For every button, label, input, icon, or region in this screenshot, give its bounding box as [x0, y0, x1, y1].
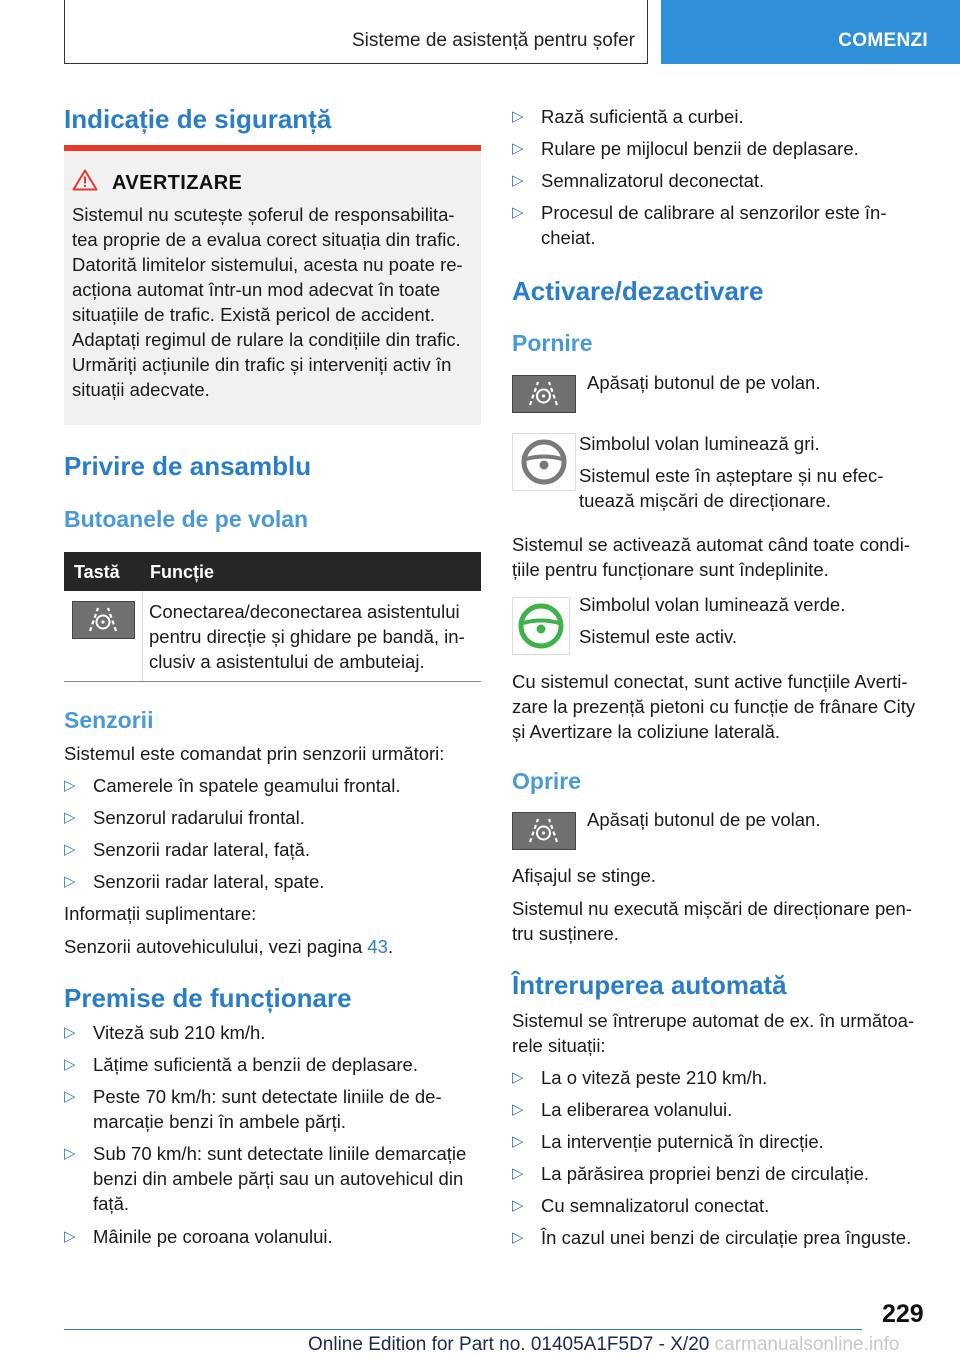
- steering-wheel-green-icon: [512, 597, 570, 655]
- text-line: rele situații:: [512, 1035, 606, 1056]
- green-symbol-text: Simbolul volan luminează verde.: [579, 594, 846, 615]
- header-tab-comenzi[interactable]: [661, 0, 960, 64]
- activation-heading: Activare/dezactivare: [512, 276, 764, 306]
- standby-text: [579, 463, 929, 513]
- table-header: [64, 552, 481, 591]
- safety-heading: Indicație de siguranță: [64, 104, 332, 134]
- list-item-text: cheiat.: [541, 227, 596, 248]
- text-line: și Avertizare la coliziune laterală.: [512, 721, 781, 742]
- warning-text: [72, 202, 476, 402]
- list-item: [64, 869, 481, 894]
- list-item: [64, 1052, 481, 1077]
- bullet-triangle-icon: ▷: [512, 1165, 524, 1182]
- list-item-text: Senzorii radar lateral, spate.: [93, 871, 325, 892]
- list-item-text: benzi din ambele părți sau un autovehicul din: [93, 1168, 464, 1189]
- bullet-triangle-icon: ▷: [512, 204, 524, 221]
- warning-line: Adaptați regimul de rulare la condițiile din trafic.: [72, 329, 461, 350]
- reference-end: .: [387, 936, 394, 957]
- sensors-intro: Sistemul este comandat prin senzorii următori:: [64, 743, 445, 764]
- list-item-text: Procesul de calibrare al senzorilor este în-: [541, 202, 887, 223]
- list-item: [512, 168, 926, 193]
- no-steering-text: [512, 896, 930, 946]
- interrupt-intro: [512, 1008, 930, 1058]
- bullet-triangle-icon: ▷: [64, 1145, 76, 1162]
- list-item: [512, 1193, 926, 1218]
- list-item-text: Peste 70 km/h: sunt detectate liniile de de-: [93, 1086, 442, 1107]
- bullet-triangle-icon: ▷: [512, 1133, 524, 1150]
- list-item-text: Cu semnalizatorul conectat.: [541, 1195, 770, 1216]
- bullet-triangle-icon: ▷: [512, 1069, 524, 1086]
- list-item-text: Senzorul radarului frontal.: [93, 807, 305, 828]
- list-item: [512, 104, 926, 129]
- bullet-triangle-icon: ▷: [64, 1228, 76, 1245]
- list-item: [64, 1141, 484, 1216]
- text-line: țiile pentru funcționare sunt îndeplinite.: [512, 559, 829, 580]
- list-item-text: față.: [93, 1193, 129, 1214]
- connected-functions-text: [512, 669, 930, 744]
- warning-line: tea proprie de a evalua corect situația din trafic.: [72, 229, 461, 250]
- table-col-key: Tastă: [74, 562, 120, 582]
- bullet-triangle-icon: ▷: [64, 809, 76, 826]
- auto-activation-text: [512, 532, 928, 582]
- lane-assist-button-start[interactable]: [512, 375, 576, 413]
- table-column-divider: [142, 591, 143, 681]
- table-cell-line: Conectarea/deconectarea asistentului: [149, 601, 460, 622]
- bullet-triangle-icon: ▷: [64, 873, 76, 890]
- text-line: Sistemul se întrerupe automat de ex. în următoa-: [512, 1010, 915, 1031]
- text-line: Sistemul nu execută mișcări de direcționare pen-: [512, 898, 912, 919]
- list-item: [64, 773, 481, 798]
- start-heading: Pornire: [512, 330, 593, 356]
- text-line: tru susținere.: [512, 923, 619, 944]
- warning-line: acționa automat într-un mod adecvat în toate: [72, 279, 441, 300]
- lane-assist-icon: [73, 602, 133, 637]
- text-line: Sistemul este în așteptare și nu efec-: [579, 465, 884, 486]
- warning-line: situațiile de trafic. Există pericol de accident.: [72, 304, 435, 325]
- list-item-text: Semnalizatorul deconectat.: [541, 170, 765, 191]
- lane-assist-button[interactable]: [72, 601, 135, 639]
- bullet-triangle-icon: ▷: [64, 1056, 76, 1073]
- display-off-text: Afișajul se stinge.: [512, 865, 656, 886]
- list-item: [64, 1020, 481, 1045]
- overview-subheading: Butoanele de pe volan: [64, 506, 309, 532]
- footer-rule: [64, 1329, 862, 1330]
- warning-line: Sistemul nu scutește șoferul de responsabilita-: [72, 204, 455, 225]
- sensors-heading: Senzorii: [64, 707, 154, 733]
- list-item-text: marcație benzi în ambele părți.: [93, 1111, 346, 1132]
- bullet-triangle-icon: ▷: [64, 1088, 76, 1105]
- watermark-text: carmanualsonline.info: [714, 1334, 900, 1355]
- steering-wheel-gray-icon: [512, 433, 576, 491]
- bullet-triangle-icon: ▷: [512, 140, 524, 157]
- list-item: [512, 1065, 926, 1090]
- list-item-text: Lățime suficientă a benzii de deplasare.: [93, 1054, 418, 1075]
- list-item: [512, 136, 926, 161]
- lane-assist-icon: [513, 376, 574, 411]
- page-number: 229: [882, 1300, 924, 1328]
- bullet-triangle-icon: ▷: [512, 172, 524, 189]
- overview-heading: Privire de ansamblu: [64, 451, 312, 481]
- text-line: tuează mișcări de direcționare.: [579, 490, 831, 511]
- list-item-text: În cazul unei benzi de circulație prea înguste.: [541, 1227, 912, 1248]
- list-item: [64, 1084, 481, 1134]
- list-item-text: Mâinile pe coroana volanului.: [93, 1226, 333, 1247]
- warning-line: Urmăriți acțiunile din trafic și interveniți activ în: [72, 354, 452, 375]
- list-item: [64, 837, 481, 862]
- list-item-text: Sub 70 km/h: sunt detectate liniile demarcație: [93, 1143, 467, 1164]
- list-item-text: Camerele în spatele geamului frontal.: [93, 775, 401, 796]
- sensors-reference: [64, 934, 393, 959]
- stop-heading: Oprire: [512, 768, 582, 794]
- interrupt-heading: Întreruperea automată: [512, 970, 787, 1000]
- list-item-text: Senzorii radar lateral, față.: [93, 839, 310, 860]
- sensors-more-info: Informații suplimentare:: [64, 903, 257, 924]
- list-item-text: Rază suficientă a curbei.: [541, 106, 744, 127]
- header-box: [64, 0, 648, 64]
- edition-text: Online Edition for Part no. 01405A1F5D7 - X/20: [308, 1334, 710, 1355]
- bullet-triangle-icon: ▷: [512, 108, 524, 125]
- table-function-text: [149, 599, 479, 674]
- list-item-text: La intervenție puternică în direcție.: [541, 1131, 824, 1152]
- list-item-text: Rulare pe mijlocul benzii de deplasare.: [541, 138, 859, 159]
- table-cell-line: pentru direcție și ghidare pe bandă, in-: [149, 626, 465, 647]
- list-item-text: La eliberarea volanului.: [541, 1099, 733, 1120]
- warning-title: AVERTIZARE: [112, 172, 243, 194]
- list-item: [64, 1224, 481, 1249]
- bullet-triangle-icon: ▷: [64, 841, 76, 858]
- list-item: [512, 1129, 926, 1154]
- text-line: Cu sistemul conectat, sunt active funcțiile Averti-: [512, 671, 908, 692]
- bullet-triangle-icon: ▷: [64, 777, 76, 794]
- system-active-text: Sistemul este activ.: [579, 626, 737, 647]
- prereq-heading: Premise de funcționare: [64, 983, 352, 1013]
- gray-symbol-text: Simbolul volan luminează gri.: [579, 433, 820, 454]
- lane-assist-button-stop[interactable]: [512, 812, 576, 850]
- bullet-triangle-icon: ▷: [64, 1024, 76, 1041]
- page-link[interactable]: 43: [367, 936, 388, 957]
- bullet-triangle-icon: ▷: [512, 1197, 524, 1214]
- list-item-text: La părăsirea propriei benzi de circulație.: [541, 1163, 870, 1184]
- list-item: [512, 1225, 932, 1250]
- header-tab-label: COMENZI: [838, 30, 928, 51]
- list-item: [512, 1097, 926, 1122]
- list-item-text: Viteză sub 210 km/h.: [93, 1022, 266, 1043]
- start-press-text: Apăsați butonul de pe volan.: [587, 372, 821, 393]
- warning-triangle-icon: [72, 169, 98, 191]
- lane-assist-icon: [513, 813, 574, 848]
- warning-line: Datorită limitelor sistemului, acesta nu poate re-: [72, 254, 463, 275]
- footer-edition: [308, 1334, 899, 1356]
- table-cell-line: clusiv a asistentului de ambuteiaj.: [149, 651, 425, 672]
- bullet-triangle-icon: ▷: [512, 1229, 524, 1246]
- list-item: [64, 805, 481, 830]
- stop-press-text: Apăsați butonul de pe volan.: [587, 809, 821, 830]
- table-col-function: Funcție: [150, 562, 215, 582]
- header-title: Sisteme de asistență pentru șofer: [351, 30, 635, 51]
- warning-line: situații adecvate.: [72, 379, 210, 400]
- text-line: Sistemul se activează automat când toate condi-: [512, 534, 910, 555]
- list-item: [512, 200, 926, 250]
- text-line: zare la prezență pietoni cu funcție de frânare City: [512, 696, 916, 717]
- reference-text: Senzorii autovehiculului, vezi pagina: [64, 936, 368, 957]
- list-item: [512, 1161, 926, 1186]
- bullet-triangle-icon: ▷: [512, 1101, 524, 1118]
- list-item-text: La o viteză peste 210 km/h.: [541, 1067, 768, 1088]
- table-bottom-border: [64, 681, 481, 682]
